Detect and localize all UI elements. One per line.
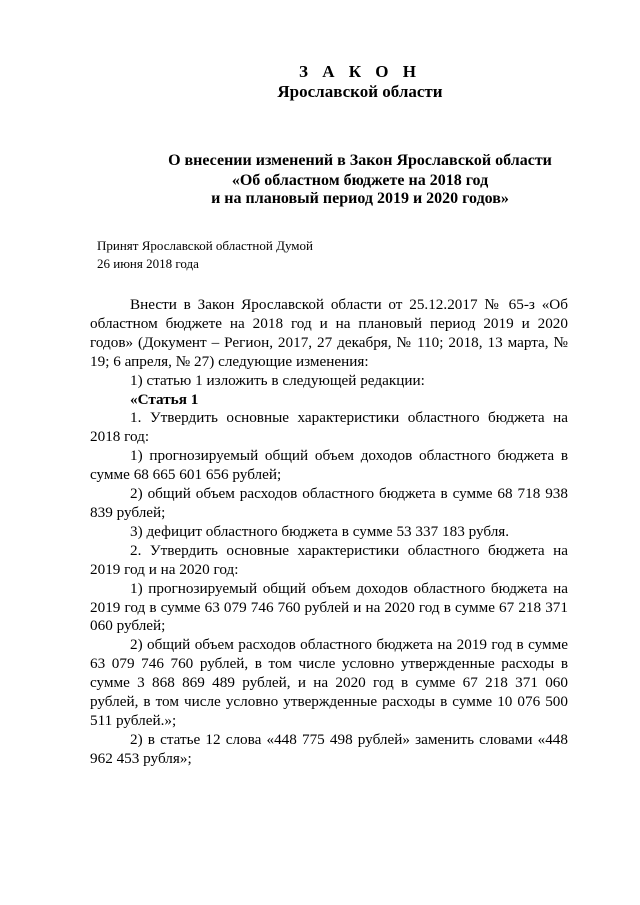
law-body: [90, 296, 568, 769]
law-title-line-1: О внесении изменений в Закон Ярославской области: [168, 152, 552, 169]
law-title-line-3: и на плановый период 2019 и 2020 годов»: [211, 190, 509, 207]
article-heading: «Статья 1: [130, 390, 199, 408]
clause-2-subitem-1: 1) прогнозируемый общий объем доходов областного бюджета на 2019 год в сумме 63 079 746 760 рублей и на 2020 год в сумме 67 218 371 060 рублей;: [90, 579, 568, 635]
clause-1-subitem-3: 3) дефицит областного бюджета в сумме 53 337 183 рубля.: [130, 522, 510, 540]
region-heading: Ярославской области: [277, 82, 443, 101]
clause-2-subitem-2: 2) общий объем расходов областного бюджета на 2019 год в сумме 63 079 746 760 рублей, в том числе условно утвержденные расходы в сумме 3 868 869 489 рублей, и на 2020 год в сумме 67 218 371 060 рублей, в том числе условно утвержденные расходы в сумме 10 076 500 511 рублей.»;: [90, 636, 568, 729]
adoption-body: Принят Ярославской областной Думой: [97, 238, 313, 253]
clause-1-subitem-2: 2) общий объем расходов областного бюджета в сумме 68 718 938 839 рублей;: [90, 485, 568, 521]
intro-paragraph: Внести в Закон Ярославской области от 25.12.2017 № 65-з «Об областном бюджете на 2018 год и на плановый период 2019 и 2020 годов» (Документ – Регион, 2017, 27 декабря, № 110; 2018, 13 марта, № 19; 6 апреля, № 27) следующие изменения:: [90, 296, 568, 370]
item-2: 2) в статье 12 слова «448 775 498 рублей» заменить словами «448 962 453 рубля»;: [90, 730, 568, 767]
clause-1-subitem-1: 1) прогнозируемый общий объем доходов областного бюджета в сумме 68 665 601 656 рублей;: [90, 447, 568, 484]
law-title-line-2: «Об областном бюджете на 2018 год: [231, 172, 489, 189]
clause-2: 2. Утвердить основные характеристики областного бюджета на 2019 год и на 2020 год:: [90, 541, 568, 578]
clause-1: 1. Утвердить основные характеристики областного бюджета на 2018 год:: [90, 409, 568, 446]
document-type-heading: З А К О Н: [298, 62, 422, 81]
item-1: 1) статью 1 изложить в следующей редакции:: [130, 371, 425, 389]
adoption-date: 26 июня 2018 года: [97, 256, 199, 271]
